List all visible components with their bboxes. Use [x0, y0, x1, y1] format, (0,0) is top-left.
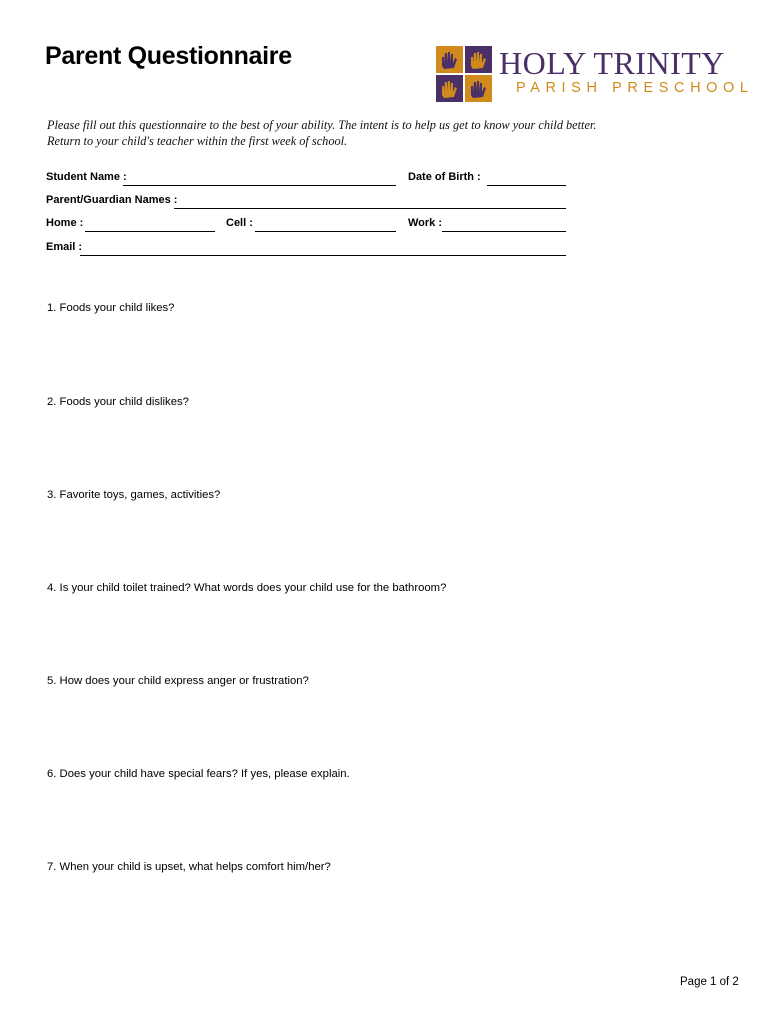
cell-phone-label: Cell :: [226, 217, 253, 229]
work-phone-label: Work :: [408, 217, 443, 229]
parent-guardian-names-label: Parent/Guardian Names :: [46, 194, 178, 206]
question-7: 7. When your child is upset, what helps comfort him/her?: [47, 861, 331, 873]
four-hands-icon: [436, 46, 492, 102]
date-of-birth-label: Date of Birth :: [408, 171, 481, 183]
question-4: 4. Is your child toilet trained? What words does your child use for the bathroom?: [47, 582, 447, 594]
email-field[interactable]: [80, 255, 566, 256]
date-of-birth-field[interactable]: [487, 185, 566, 186]
question-3: 3. Favorite toys, games, activities?: [47, 489, 221, 501]
work-phone-field[interactable]: [442, 231, 566, 232]
question-2: 2. Foods your child dislikes?: [47, 396, 189, 408]
email-label: Email :: [46, 241, 83, 253]
parent-guardian-names-field[interactable]: [174, 208, 566, 209]
logo-text-parish-preschool: PARISH PRESCHOOL: [516, 80, 754, 96]
home-phone-label: Home :: [46, 217, 84, 229]
school-logo: [436, 45, 754, 104]
logo-text-holy-trinity: HOLY TRINITY: [499, 45, 725, 81]
question-5: 5. How does your child express anger or frustration?: [47, 675, 309, 687]
instructions-line-1: Please fill out this questionnaire to the best of your ability. The intent is to help us get to know your child better.: [47, 118, 597, 132]
page-title: Parent Questionnaire: [45, 42, 292, 70]
student-name-label: Student Name :: [46, 171, 127, 183]
instructions-line-2: Return to your child's teacher within the first week of school.: [47, 134, 348, 148]
page-number: Page 1 of 2: [680, 976, 739, 988]
cell-phone-field[interactable]: [255, 231, 396, 232]
student-name-field[interactable]: [123, 185, 396, 186]
instructions: [47, 117, 727, 149]
question-6: 6. Does your child have special fears? If yes, please explain.: [47, 768, 350, 780]
home-phone-field[interactable]: [85, 231, 215, 232]
question-1: 1. Foods your child likes?: [47, 302, 175, 314]
